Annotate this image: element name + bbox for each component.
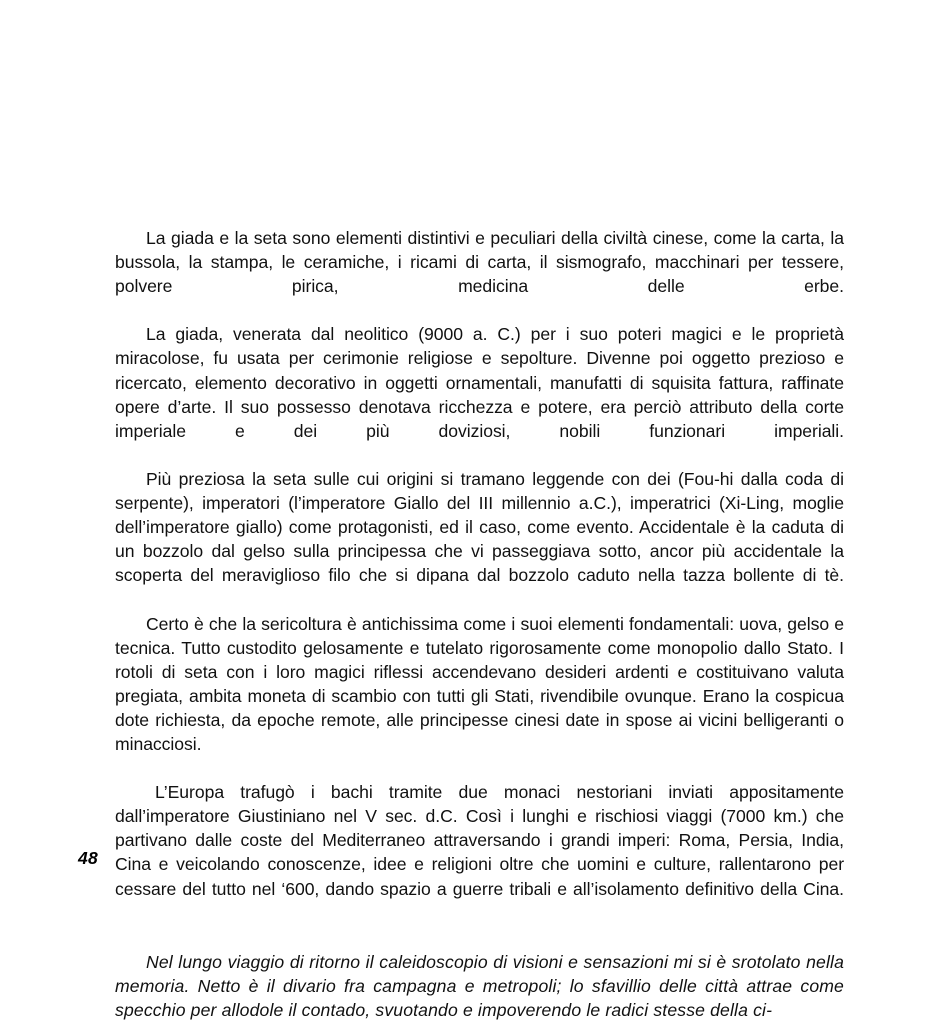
body-text-column (115, 226, 844, 1022)
page-number: 48 (78, 848, 99, 868)
paragraph-spacer (115, 925, 844, 950)
paragraph-4: Certo è che la sericoltura è antichissima come i suoi elementi fondamentali: uova, gelso e tecnica. Tutto custodito gelosamente e tutelato rigorosamente come monopolio dallo Stato. I rotoli di seta con i loro magici riflessi accendevano desideri ardenti e costituivano valuta pregiata, ambita moneta di scambio con tutti gli Stati, rivendibile ovunque. Erano la cospicua dote richiesta, da epoche remote, alle principesse cinesi date in spose ai vicini belligeranti o minacciosi. (115, 613, 844, 754)
paragraph-5: L’Europa trafugò i bachi tramite due monaci nestoriani inviati appositamente dall’imperatore Giustiniano nel V sec. d.C. Così i lunghi e rischiosi viaggi (7000 km.) che partivano dalle coste del Mediterraneo attraversando i grandi imperi: Roma, Persia, India, Cina e veicolando conoscenze, idee e religioni oltre che uomini e culture, rallentarono per cessare del tutto nel ‘600, dando spazio a guerre tribali e all’isolamento definitivo della Cina. (115, 782, 844, 899)
paragraph-1: La giada e la seta sono elementi distintivi e peculiari della civiltà cinese, come la carta, la bussola, la stampa, le ceramiche, i ricami di carta, il sismografo, macchinari per tessere, polvere pirica, medicina delle erbe. (115, 228, 844, 297)
paragraph-6-italic: Nel lungo viaggio di ritorno il caleidoscopio di visioni e sensazioni mi si è srotolato nella memoria. Netto è il divario fra campagna e metropoli; lo sfavillio delle città attrae come specchio per allodole il contado, svuotando e impoverendo le radici stesse della ci- (115, 951, 844, 1020)
paragraph-2: La giada, venerata dal neolitico (9000 a. C.) per i suo poteri magici e le proprietà miracolose, fu usata per cerimonie religiose e sepolture. Divenne poi oggetto prezioso e ricercato, elemento decorativo in oggetti ornamentali, manufatti di squisita fattura, raffinate opere d’arte. Il suo possesso denotava ricchezza e potere, era perciò attributo della corte imperiale e dei più doviziosi, nobili funzionari imperiali. (115, 324, 844, 441)
paragraph-3: Più preziosa la seta sulle cui origini si tramano leggende con dei (Fou-hi dalla coda di serpente), imperatori (l’imperatore Giallo del III millennio a.C.), imperatrici (Xi-Ling, moglie dell’imperatore giallo) come protagonisti, ed il caso, come evento. Accidentale è la caduta di un bozzolo dal gelso sulla principessa che vi passeggiava sotto, ancor più accidentale la scoperta del meraviglioso filo che si dipana dal bozzolo caduto nella tazza bollente di tè. (115, 468, 844, 586)
